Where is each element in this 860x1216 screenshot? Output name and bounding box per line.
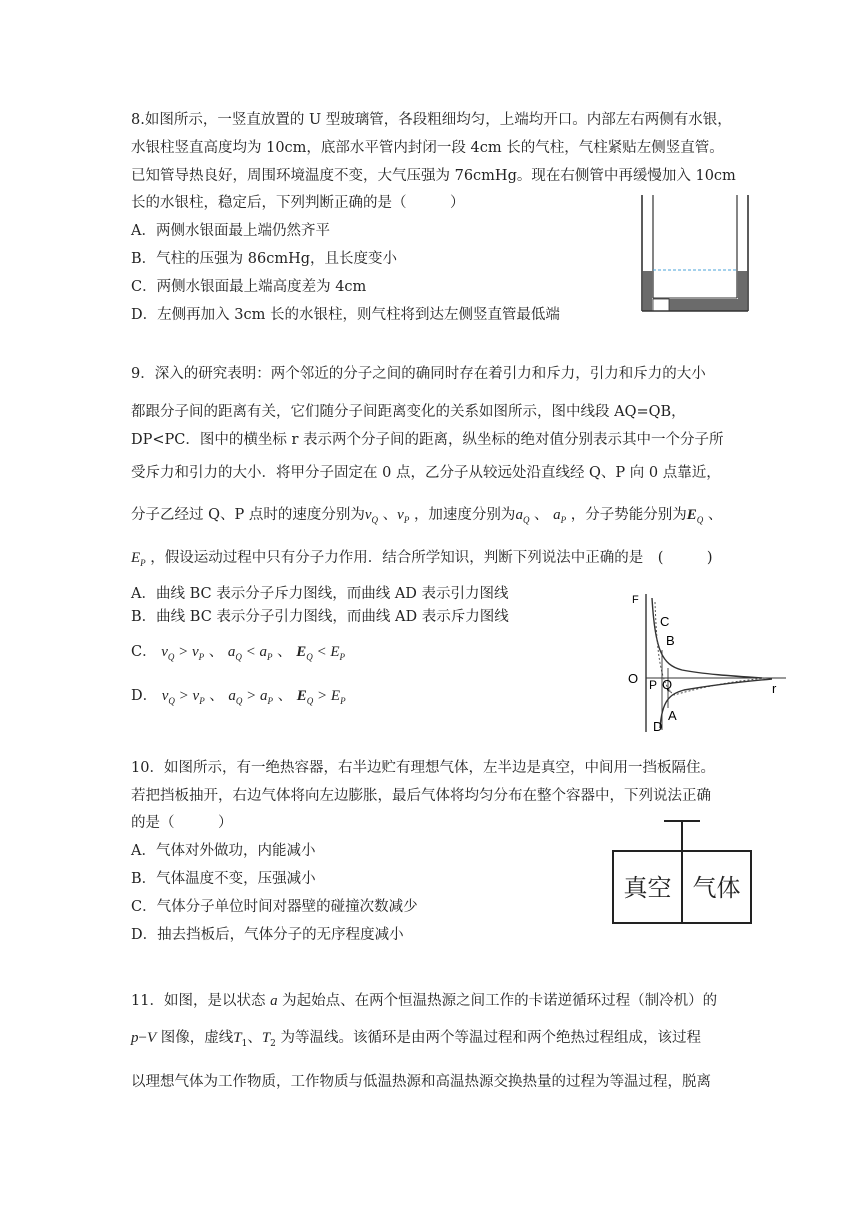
q9-option-a[interactable]: A．曲线 BC 表示分子斥力图线，而曲线 AD 表示引力图线 — [131, 586, 509, 602]
q11-line-3: 以理想气体为工作物质，工作物质与低温热源和高温热源交换热量的过程为等温过程，脱离 — [131, 1074, 711, 1090]
q8-line-3: 已知管导热良好，周围环境温度不变，大气压强为 76cmHg。现在右侧管中再缓慢加入 10cm — [131, 168, 736, 184]
q10-option-d[interactable]: D．抽去挡板后，气体分子的无序程度减小 — [131, 927, 404, 943]
q9-line-4: 受斥力和引力的大小．将甲分子固定在 0 点，乙分子从较远处沿直线经 Q、P 向 0 点靠近， — [131, 465, 721, 481]
graph-label-b: B — [666, 633, 675, 648]
graph-label-c: C — [660, 614, 670, 629]
graph-label-a: A — [668, 708, 677, 723]
q8-line-2: 水银柱竖直高度均为 10cm，底部水平管内封闭一段 4cm 长的气柱，气柱紧贴左侧竖直管。 — [131, 140, 724, 156]
container-figure — [612, 820, 750, 922]
q8-option-a[interactable]: A．两侧水银面最上端仍然齐平 — [131, 223, 330, 239]
q9-line-2: 都跟分子间的距离有关，它们随分子间距离变化的关系如图所示，图中线段 AQ=QB， — [131, 404, 686, 420]
u-tube-figure — [636, 195, 754, 315]
force-graph-figure — [622, 590, 792, 736]
q9-option-c[interactable]: C． $v_Q > v_P$ 、 $a_Q < a_P$ 、 $E_Q < E_P$ — [131, 644, 346, 662]
q8-option-c[interactable]: C．两侧水银面最上端高度差为 4cm — [131, 279, 367, 295]
graph-label-d: D — [653, 719, 663, 734]
q11-line-1: 11．如图，是以状态 a 为起始点、在两个恒温热源之间工作的卡诺逆循环过程（制冷机）的 — [131, 993, 718, 1009]
q11-line-2: p−V 图像，虚线$T_1$、$T_2$ 为等温线。该循环是由两个等温过程和两个绝热过程组成，该过程 — [131, 1030, 702, 1049]
q8-option-d[interactable]: D．左侧再加入 3cm 长的水银柱，则气柱将到达左侧竖直管最低端 — [131, 307, 560, 323]
q9-option-d[interactable]: D． $v_Q > v_P$ 、 $a_Q > a_P$ 、 $E_Q > E_P$ — [131, 688, 346, 706]
graph-label-q: Q — [662, 677, 673, 692]
q10-option-c[interactable]: C．气体分子单位时间对器壁的碰撞次数减少 — [131, 899, 418, 915]
q8-line-4: 长的水银柱，稳定后，下列判断正确的是（ ） — [131, 195, 465, 211]
graph-label-p: P — [649, 678, 658, 692]
partition-rod — [681, 820, 683, 850]
q9-line-3: DP<PC．图中的横坐标 r 表示两个分子间的距离，纵坐标的绝对值分别表示其中一个分子所 — [131, 432, 724, 448]
q9-line-6: $E_P$ ，假设运动过程中只有分子力作用．结合所学知识，判断下列说法中正确的是 ( ) — [131, 550, 713, 568]
q10-option-b[interactable]: B．气体温度不变，压强减小 — [131, 871, 316, 887]
q10-option-a[interactable]: A．气体对外做功，内能减小 — [131, 843, 316, 859]
q9-option-b[interactable]: B．曲线 BC 表示分子引力图线，而曲线 AD 表示斥力图线 — [131, 609, 509, 625]
q8-option-b[interactable]: B．气柱的压强为 86cmHg，且长度变小 — [131, 251, 398, 267]
q9-line-5: 分子乙经过 Q、P 点时的速度分别为$v_Q$ 、$v_P$ ，加速度分别为$a_Q$ 、 $a_P$ ，分子势能分别为$E_Q$ 、 — [131, 507, 723, 525]
q8-line-1: 8.如图所示，一竖直放置的 U 型玻璃管，各段粗细均匀，上端均开口。内部左右两侧有水银， — [131, 112, 732, 128]
graph-label-r: r — [772, 681, 777, 696]
vacuum-label: 真空 — [623, 874, 672, 902]
graph-label-f: F — [632, 594, 639, 606]
q10-line-3: 的是（ ） — [131, 815, 233, 831]
gas-label: 气体 — [692, 874, 741, 902]
graph-label-o: O — [628, 671, 639, 686]
q10-line-1: 10．如图所示，有一绝热容器，右半边贮有理想气体，左半边是真空，中间用一挡板隔住。 — [131, 760, 715, 776]
q10-line-2: 若把挡板抽开，右边气体将向左边膨胀，最后气体将均匀分布在整个容器中，下列说法正确 — [131, 788, 711, 804]
q9-line-1: 9．深入的研究表明：两个邻近的分子之间的确同时存在着引力和斥力，引力和斥力的大小 — [131, 366, 706, 382]
